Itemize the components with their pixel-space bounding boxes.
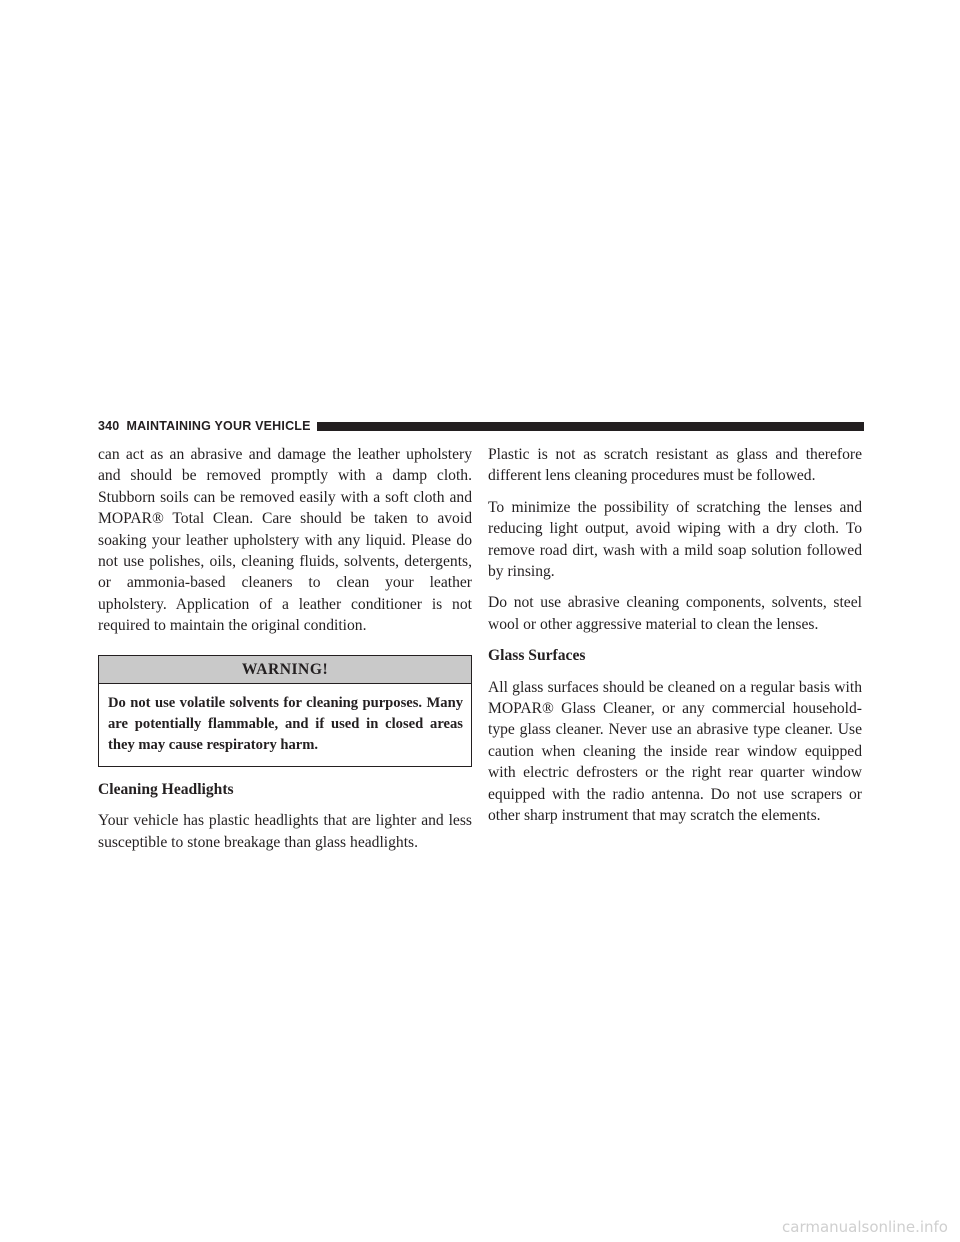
right-column [488, 444, 862, 837]
glass-paragraph: All glass surfaces should be cleaned on a regular basis with MOPAR® Glass Cleaner, or any commercial household-type glass cleaner. Never use an abrasive type cleaner. Use caution when cleaning the inside rear window equipped with electric defrosters or the right rear quarter window equipped with the radio antenna. Do not use scrapers or other sharp instrument that may scratch the elements. [488, 678, 862, 825]
page-header [98, 416, 864, 436]
headlights-heading: Cleaning Headlights [98, 780, 234, 798]
warning-body: Do not use volatile solvents for cleaning purposes. Many are potentially flammable, and if used in closed areas they may cause respiratory harm. [108, 694, 463, 754]
warning-title: WARNING! [99, 656, 471, 684]
glass-heading: Glass Surfaces [488, 647, 586, 665]
left-column [98, 444, 472, 863]
section-title: MAINTAINING YOUR VEHICLE [126, 419, 311, 433]
watermark: carmanualsonline.info [782, 1218, 948, 1236]
headlights-paragraph: Your vehicle has plastic headlights that are lighter and less susceptible to stone breakage than glass headlights. [98, 812, 472, 851]
lens-paragraph-3: Do not use abrasive cleaning components, solvents, steel wool or other aggressive material to clean the lenses. [488, 594, 862, 633]
header-rule [317, 422, 864, 431]
intro-paragraph: can act as an abrasive and damage the leather upholstery and should be removed promptly with a damp cloth. Stubborn soils can be removed easily with a soft cloth and MOPAR® Total Clean. Care should be taken to avoid soaking your leather upholstery with any liquid. Please do not use polishes, oils, cleaning fluids, solvents, detergents, or ammonia-based cleaners to clean your leather upholstery. Application of a leather conditioner is not required to maintain the original condition. [98, 446, 472, 635]
warning-box [98, 655, 472, 767]
lens-paragraph-1: Plastic is not as scratch resistant as glass and therefore different lens cleaning procedures must be followed. [488, 446, 862, 485]
lens-paragraph-2: To minimize the possibility of scratching the lenses and reducing light output, avoid wiping with a dry cloth. To remove road dirt, wash with a mild soap solution followed by rinsing. [488, 498, 862, 581]
page-number: 340 [98, 419, 120, 433]
